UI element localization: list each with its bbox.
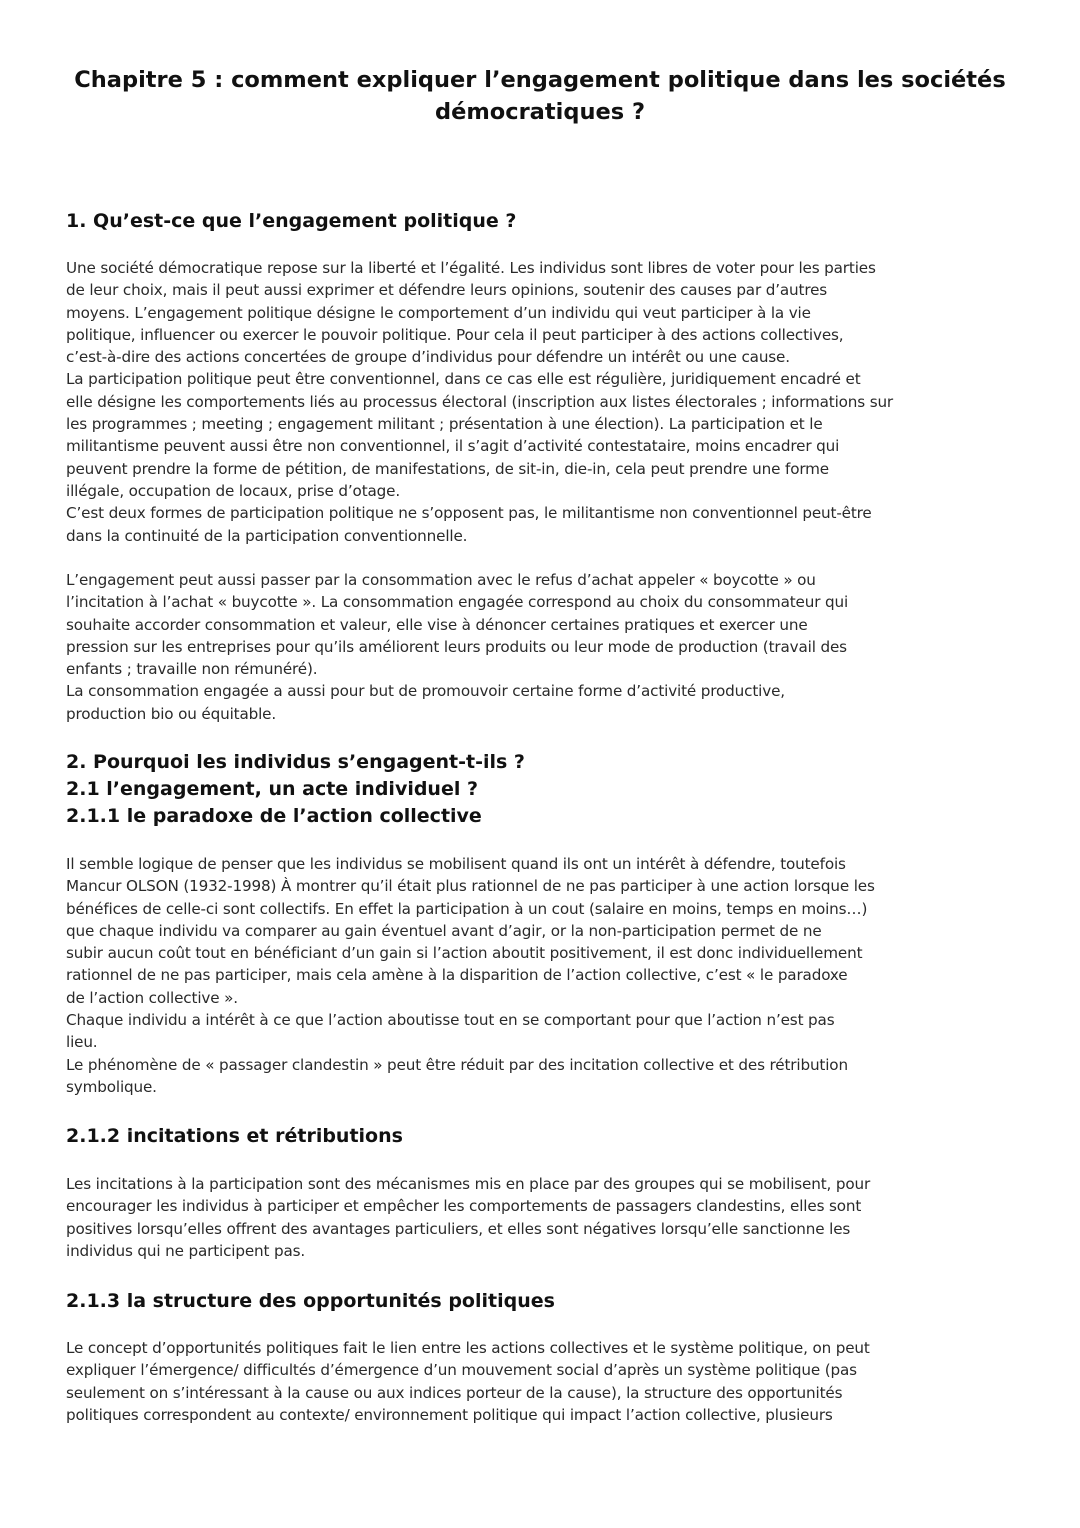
section-2-1-heading: 2.1 l’engagement, un acte individuel ? [66, 778, 478, 800]
section-2-1-1-heading: 2.1.1 le paradoxe de l’action collective [66, 805, 482, 827]
section-1-paragraph-2: L’engagement peut aussi passer par la consommation avec le refus d’achat appeler « boycotte » ou l’incitation à l’achat « buycotte ». La consommation engagée correspond au choix du consommateur qui souhaite accorder consommation et valeur, elle vise à dénoncer certaines pratiques et exercer une pression sur les entreprises pour qu’ils améliorent leurs produits ou leur mode de production (travail des enfants ; travaille non rémunéré). La consommation engagée a aussi pour but de promouvoir certaine forme d’activité productive, production bio ou équitable. [66, 571, 849, 723]
section-2-heading: 2. Pourquoi les individus s’engagent-t-ils ? [66, 751, 525, 773]
section-2-1-1-paragraph: Il semble logique de penser que les individus se mobilisent quand ils ont un intérêt à défendre, toutefois Mancur OLSON (1932-1998) À montrer qu’il était plus rationnel de ne pas participer à une action lorsque les bénéfices de celle-ci sont collectifs. En effet la participation à un cout (salaire en moins, temps en moins…) que chaque individu va comparer au gain éventuel avant d’agir, or la non-participation permet de ne subir aucun coût tout en bénéficiant d’un gain si l’action aboutit positivement, il est donc individuellement rationnel de ne pas participer, mais cela amène à la disparition de l’action collective, c’est « le paradoxe de l’action collective ». Chaque individu a intérêt à ce que l’action aboutisse tout en se comportant pour que l’action n’est pas lieu. Le phénomène de « passager clandestin » peut être réduit par des incitation collective et des rétribution symbolique. [66, 855, 875, 1096]
section-1-paragraph-1: Une société démocratique repose sur la liberté et l’égalité. Les individus sont libres de voter pour les parties de leur choix, mais il peut aussi exprimer et défendre leurs opinions, soutenir des causes par d’autres moyens. L’engagement politique désigne le comportement d’un individu qui veut participer à la vie politique, influencer ou exercer le pouvoir politique. Pour cela il peut participer à des actions collectives, c’est-à-dire des actions concertées de groupe d’individus pour défendre un intérêt ou une cause. La participation politique peut être conventionnel, dans ce cas elle est régulière, juridiquement encadré et elle désigne les comportements liés au processus électoral (inscription aux listes électorales ; informations sur les programmes ; meeting ; engagement militant ; présentation à une élection). La participation et le militantisme peuvent aussi être non conventionnel, il s’agit d’activité contestataire, moins encadrer qui peuvent prendre la forme de pétition, de manifestations, de sit-in, die-in, cela peut prendre une forme illégale, occupation de locaux, prise d’otage. C’est deux formes de participation politique ne s’opposent pas, le militantisme non conventionnel peut-être dans la continuité de la participation conventionnelle. [66, 259, 894, 545]
chapter-title: Chapitre 5 : comment expliquer l’engagement politique dans les sociétés démocratiques ? [74, 67, 1006, 125]
section-1-heading: 1. Qu’est-ce que l’engagement politique ? [66, 210, 517, 232]
section-2-1-3-heading: 2.1.3 la structure des opportunités politiques [66, 1290, 555, 1312]
section-2-1-2-paragraph: Les incitations à la participation sont des mécanismes mis en place par des groupes qui se mobilisent, pour encourager les individus à participer et empêcher les comportements de passagers clandestins, elles sont positives lorsqu’elles offrent des avantages particuliers, et elles sont négatives lorsqu’elle sanctionne les individus qui ne participent pas. [66, 1175, 871, 1260]
section-2-1-2-heading: 2.1.2 incitations et rétributions [66, 1125, 403, 1147]
section-2-1-3-paragraph: Le concept d’opportunités politiques fait le lien entre les actions collectives et le système politique, on peut expliquer l’émergence/ difficultés d’émergence d’un mouvement social d’après un système politique (pas seulement on s’intéressant à la cause ou aux indices porteur de la cause), la structure des opportunités politiques correspondent au contexte/ environnement politique qui impact l’action collective, plusieurs [66, 1339, 870, 1424]
